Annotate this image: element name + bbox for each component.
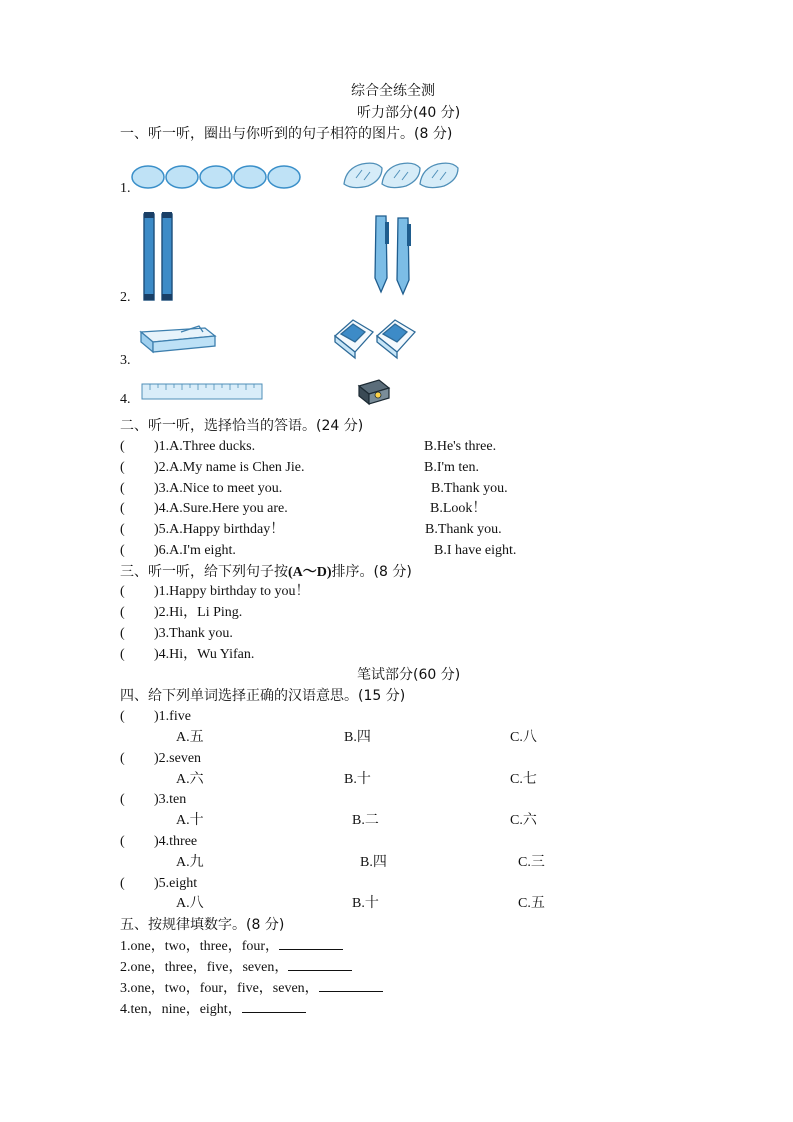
- q5-item-4-blank[interactable]: [242, 1000, 306, 1013]
- q2-item-3-option-b: B.Thank you.: [431, 481, 508, 496]
- q3-item-1-paren[interactable]: (: [120, 584, 125, 599]
- q2-item-6-question: )6.A.I'm eight.: [154, 543, 236, 558]
- q4-item-4-paren[interactable]: (: [120, 834, 125, 849]
- q2-item-6-option-b: B.I have eight.: [434, 543, 517, 558]
- q5-item-4-text: 4.ten，nine，eight，: [120, 1002, 242, 1017]
- q1-item-2-number: 2.: [120, 290, 131, 305]
- q2-item-4-option-b: B.Look！: [430, 501, 487, 516]
- bread-loaf-icon[interactable]: [342, 156, 460, 192]
- q4-item-4-option-a: A.九: [176, 855, 204, 870]
- q2-item-3-question: )3.A.Nice to meet you.: [154, 481, 283, 496]
- q4-item-3-word: )3.ten: [154, 792, 187, 807]
- q4-item-2-option-a: A.六: [176, 772, 204, 787]
- q4-item-3-option-c: C.六: [510, 813, 537, 828]
- q4-item-1-option-c: C.八: [510, 730, 537, 745]
- page-title: 综合全练全测: [351, 83, 435, 99]
- q5-item-2-blank[interactable]: [288, 958, 352, 971]
- ruler-icon[interactable]: [141, 382, 265, 402]
- q4-item-3-paren[interactable]: (: [120, 792, 125, 807]
- pen-icon[interactable]: [370, 214, 416, 298]
- q3-heading-order-range: (A～D): [288, 565, 332, 580]
- q3-item-2-paren[interactable]: (: [120, 605, 125, 620]
- q2-item-5-paren[interactable]: (: [120, 522, 125, 537]
- q4-item-2-word: )2.seven: [154, 751, 202, 766]
- q3-item-3-text: )3.Thank you.: [154, 626, 233, 641]
- q3-item-2-text: )2.Hi，Li Ping.: [154, 605, 243, 620]
- q4-item-1-option-a: A.五: [176, 730, 204, 745]
- crayon-icon[interactable]: [140, 210, 180, 304]
- q3-item-4-paren[interactable]: (: [120, 647, 125, 662]
- q2-item-5-option-b: B.Thank you.: [425, 522, 502, 537]
- q4-item-2-option-b: B.十: [344, 772, 371, 787]
- q4-item-3-option-a: A.十: [176, 813, 204, 828]
- q2-item-2-question: )2.A.My name is Chen Jie.: [154, 460, 305, 475]
- q2-item-1-paren[interactable]: (: [120, 439, 125, 454]
- q4-item-5-word: )5.eight: [154, 876, 198, 891]
- q4-item-3-option-b: B.二: [352, 813, 379, 828]
- q5-item-2-text: 2.one，three，five，seven，: [120, 960, 289, 975]
- q5-item-1-blank[interactable]: [279, 937, 343, 950]
- q5-item-3: [120, 979, 383, 998]
- q4-item-2-paren[interactable]: (: [120, 751, 125, 766]
- sharpener-icon[interactable]: [355, 378, 393, 406]
- q2-heading: 二、听一听，选择恰当的答语。(24 分): [120, 418, 364, 434]
- q5-item-1-text: 1.one，two，three，four，: [120, 939, 280, 954]
- q4-item-2-option-c: C.七: [510, 772, 537, 787]
- q4-item-5-option-c: C.五: [518, 896, 545, 911]
- q2-item-2-option-b: B.I'm ten.: [424, 460, 480, 475]
- q2-item-3-paren[interactable]: (: [120, 481, 125, 496]
- q4-item-1-word: )1.five: [154, 709, 191, 724]
- q5-item-3-text: 3.one，two，four，five，seven，: [120, 981, 319, 996]
- q2-item-4-paren[interactable]: (: [120, 501, 125, 516]
- pencil-box-icon[interactable]: [139, 318, 217, 354]
- q4-item-5-option-a: A.八: [176, 896, 204, 911]
- q3-heading-pre: 三、听一听，给下列句子按: [120, 564, 288, 580]
- q1-item-4-number: 4.: [120, 392, 131, 407]
- q2-item-1-question: )1.A.Three ducks.: [154, 439, 256, 454]
- q4-item-1-option-b: B.四: [344, 730, 371, 745]
- q2-item-5-question: )5.A.Happy birthday！: [154, 522, 285, 537]
- q4-item-4-option-b: B.四: [360, 855, 387, 870]
- q5-item-2: [120, 958, 352, 977]
- q5-item-1: [120, 937, 343, 956]
- q4-item-1-paren[interactable]: (: [120, 709, 125, 724]
- q4-item-5-option-b: B.十: [352, 896, 379, 911]
- q2-item-6-paren[interactable]: (: [120, 543, 125, 558]
- q5-item-3-blank[interactable]: [319, 979, 383, 992]
- q4-heading: 四、给下列单词选择正确的汉语意思。(15 分): [120, 688, 406, 704]
- writing-section-header: 笔试部分(60 分): [357, 667, 461, 683]
- q4-item-4-option-c: C.三: [518, 855, 545, 870]
- q3-item-4-text: )4.Hi，Wu Yifan.: [154, 647, 255, 662]
- q2-item-1-option-b: B.He's three.: [424, 439, 497, 454]
- q4-item-5-paren[interactable]: (: [120, 876, 125, 891]
- q5-item-4: [120, 1000, 306, 1019]
- q3-item-3-paren[interactable]: (: [120, 626, 125, 641]
- eraser-icon[interactable]: [331, 312, 421, 360]
- q2-item-2-paren[interactable]: (: [120, 460, 125, 475]
- q5-heading: 五、按规律填数字。(8 分): [120, 917, 285, 933]
- q4-item-4-word: )4.three: [154, 834, 198, 849]
- q3-heading-post: 排序。(8 分): [331, 564, 412, 580]
- q2-item-4-question: )4.A.Sure.Here you are.: [154, 501, 288, 516]
- listening-section-header: 听力部分(40 分): [357, 105, 461, 121]
- q1-item-3-number: 3.: [120, 353, 131, 368]
- q1-item-1-number: 1.: [120, 181, 131, 196]
- q3-heading: [120, 563, 412, 582]
- q3-item-1-text: )1.Happy birthday to you！: [154, 584, 310, 599]
- oval-balls-icon[interactable]: [131, 153, 311, 191]
- q1-heading: 一、听一听，圈出与你听到的句子相符的图片。(8 分): [120, 126, 453, 142]
